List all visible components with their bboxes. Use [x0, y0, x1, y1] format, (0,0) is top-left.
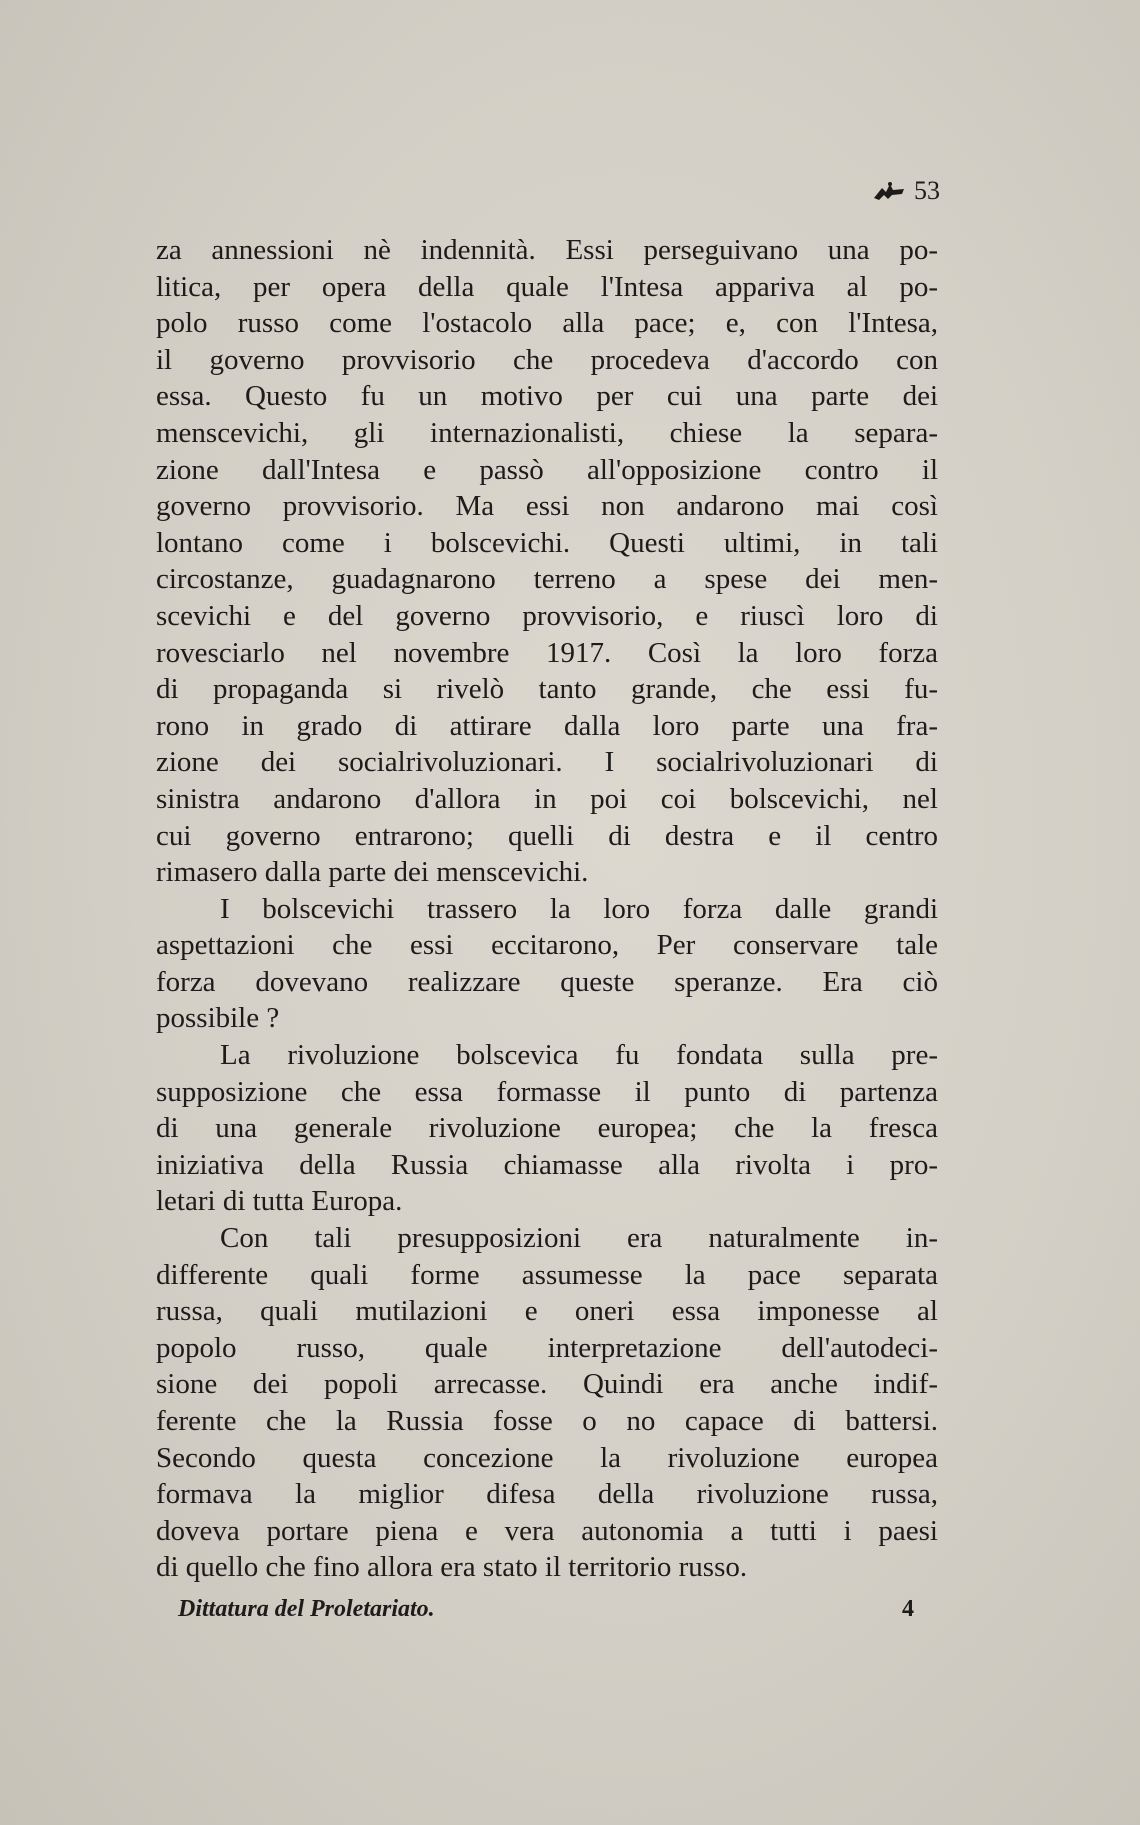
text-line: popolo russo, quale interpretazione dell'autodeci- [156, 1331, 938, 1364]
text-line: iniziativa della Russia chiamasse alla rivolta i pro- [156, 1148, 938, 1181]
text-line: governo provvisorio. Ma essi non andarono mai così [156, 490, 938, 523]
page-header [872, 176, 940, 206]
text-line: doveva portare piena e vera autonomia a tutti i paesi [156, 1514, 938, 1547]
text-line: il governo provvisorio che procedeva d'accordo con [156, 343, 938, 376]
text-line: di una generale rivoluzione europea; che la fresca [156, 1112, 938, 1145]
text-line: lontano come i bolscevichi. Questi ultimi, in tali [156, 526, 938, 559]
text-line: rono in grado di attirare dalla loro parte una fra- [156, 709, 938, 742]
text-line: di propaganda si rivelò tanto grande, che essi fu- [156, 673, 938, 706]
text-line: differente quali forme assumesse la pace separata [156, 1258, 938, 1291]
paragraph [156, 1037, 938, 1220]
page-footer [178, 1596, 914, 1623]
text-line: aspettazioni che essi eccitarono, Per conservare tale [156, 929, 938, 962]
signature-mark: 4 [902, 1596, 914, 1622]
text-line: litica, per opera della quale l'Intesa appariva al po- [156, 270, 938, 303]
text-line: circostanze, guadagnarono terreno a spese dei men- [156, 563, 938, 596]
pointing-hand-icon [872, 180, 906, 202]
text-line: sinistra andarono d'allora in poi coi bolscevichi, nel [156, 782, 938, 815]
text-line: zione dei socialrivoluzionari. I socialrivoluzionari di [156, 746, 938, 779]
text-line: rimasero dalla parte dei menscevichi. [156, 856, 589, 889]
text-line: Con tali presupposizioni era naturalmente in- [220, 1222, 938, 1255]
text-line: russa, quali mutilazioni e oneri essa imponesse al [156, 1295, 938, 1328]
paragraph [156, 891, 938, 1037]
body-text [156, 232, 938, 1586]
text-line: supposizione che essa formasse il punto di partenza [156, 1075, 938, 1108]
text-line: possibile ? [156, 1002, 280, 1035]
text-line: cui governo entrarono; quelli di destra e il centro [156, 819, 938, 852]
text-line: formava la miglior difesa della rivoluzione russa, [156, 1478, 938, 1511]
text-line: rovesciarlo nel novembre 1917. Così la loro forza [156, 636, 938, 669]
text-line: forza dovevano realizzare queste speranze. Era ciò [156, 965, 938, 998]
footer-book-title: Dittatura del Proletariato. [178, 1596, 435, 1622]
text-line: I bolscevichi trassero la loro forza dalle grandi [220, 892, 938, 925]
text-line: di quello che fino allora era stato il territorio russo. [156, 1551, 748, 1584]
text-line: scevichi e del governo provvisorio, e riuscì loro di [156, 599, 938, 632]
text-line: Secondo questa concezione la rivoluzione europea [156, 1441, 938, 1474]
text-line: letari di tutta Europa. [156, 1185, 403, 1218]
text-line: polo russo come l'ostacolo alla pace; e, con l'Intesa, [156, 307, 938, 340]
paragraph [156, 1220, 938, 1586]
text-line: ferente che la Russia fosse o no capace di battersi. [156, 1405, 938, 1437]
text-line: zione dall'Intesa e passò all'opposizione contro il [156, 453, 938, 486]
text-line: essa. Questo fu un motivo per cui una parte dei [156, 380, 938, 413]
text-line: La rivoluzione bolscevica fu fondata sulla pre- [220, 1039, 938, 1072]
text-line: za annessioni nè indennità. Essi perseguivano una po- [156, 234, 938, 266]
paragraph [156, 232, 938, 891]
text-line: sione dei popoli arrecasse. Quindi era anche indif- [156, 1368, 938, 1401]
text-line: menscevichi, gli internazionalisti, chiese la separa- [156, 416, 938, 449]
page-number: 53 [914, 176, 940, 205]
